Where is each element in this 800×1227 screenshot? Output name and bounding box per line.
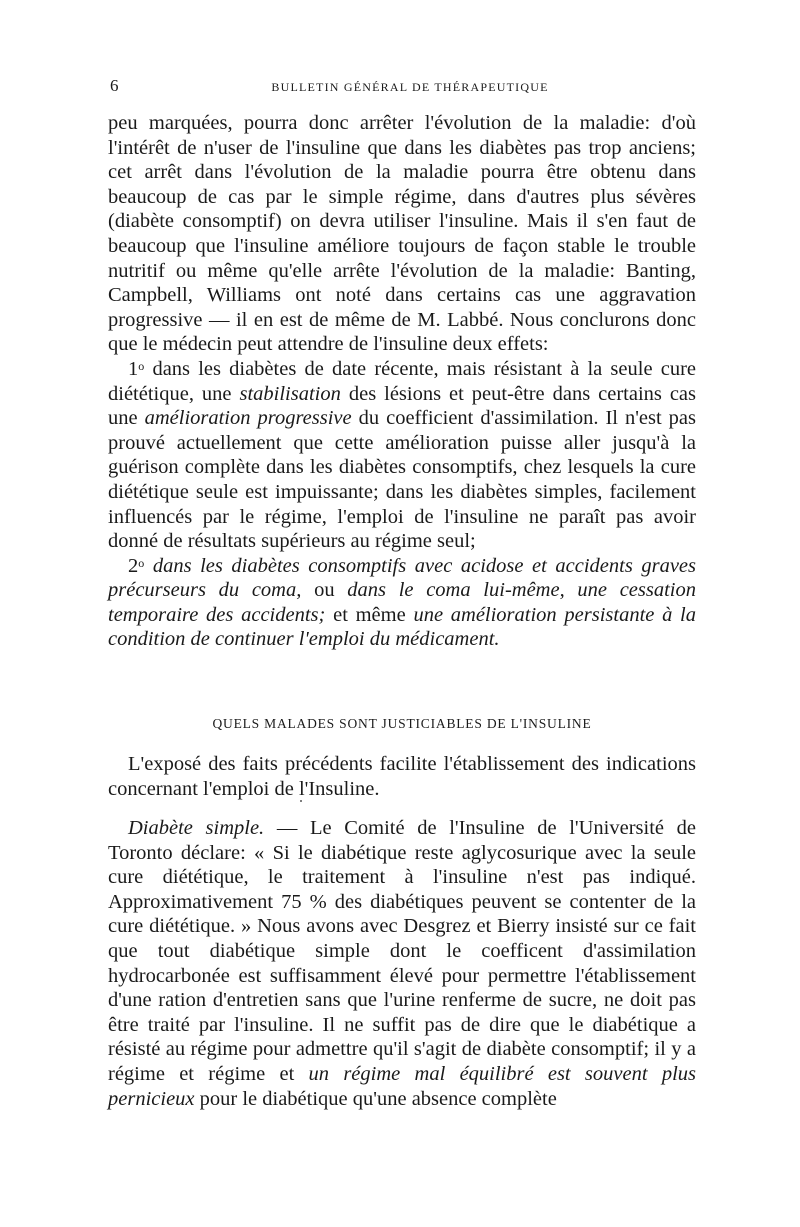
section-heading: QUELS MALADES SONT JUSTICIABLES DE L'INSULINE	[212, 716, 592, 731]
effect-1-text-a: dans les diabètes de date récente, mais résistant à la seule cure diététique, une	[108, 357, 697, 405]
effect-2-italic-c: une amélioration persistante à la condition de continuer l'emploi du médicament.	[108, 603, 697, 651]
section-intro-paragraph: L'exposé des faits précédents facilite l'établissement des indications concernant l'emploi de l'Insuline.	[108, 753, 696, 800]
effect-1-text-b: des lésions et peut-être dans certains cas une	[108, 382, 697, 430]
section-intro-block	[108, 752, 696, 801]
effect-2-text-b: et même	[333, 603, 406, 626]
paragraph-intro: peu marquées, pourra donc arrêter l'évolution de la maladie: d'où l'intérêt de n'user de l'insuline que dans les diabètes pas trop anciens; cet arrêt dans l'évolution de la maladie pourra être obtenu dans beaucoup de cas par le simple régime, dans d'autres plus sévères (diabète consomptif) on devra utiliser l'insuline. Mais il s'en faut de beaucoup que l'insuline améliore toujours de façon stable le trouble nutritif ou même qu'elle arrête l'évolution de la maladie: Banting, Campbell, Williams ont noté dans certains cas une aggravation progressive — il en est de même de M. Labbé. Nous conclurons donc que le médecin peut attendre de l'insuline deux effets:	[108, 112, 696, 356]
effect-1-ordinal: o	[138, 358, 145, 373]
effect-2-text-a: ou	[314, 579, 335, 602]
diabete-simple-text-b: pour le diabétique qu'une absence complète	[199, 1087, 557, 1110]
running-title: BULLETIN GÉNÉRAL DE THÉRAPEUTIQUE	[271, 80, 549, 94]
effect-2-number: 2	[128, 554, 139, 577]
body-text-top	[108, 111, 696, 652]
effect-2-italic-b: dans le coma lui-même, une cessation temporaire des accidents;	[108, 579, 697, 626]
diabete-simple-title: Diabète simple.	[128, 817, 265, 839]
page-number: 6	[110, 76, 119, 95]
effect-1-text-c: du coefficient d'assimilation. Il n'est pas prouvé actuellement que cette amélioration puisse aller jusqu'à la guérison complète dans les diabètes consomptifs, chez lesquels la cure diététique seule est impuissante; dans les diabètes simples, facilement influencés par le régime, l'emploi de l'insuline ne paraît pas avoir donné de résultats supérieurs au régime seul;	[108, 407, 696, 553]
effect-2-ordinal: o	[138, 555, 145, 570]
effect-1-paragraph	[108, 357, 696, 554]
diabete-simple-paragraph	[108, 816, 696, 1111]
effect-2-paragraph	[108, 554, 696, 652]
diabete-simple-italic: un régime mal équilibré est souvent plus pernicieux	[108, 1062, 696, 1110]
effect-2-italic-a: dans les diabètes consomptifs avec acidose et accidents graves précurseurs du coma,	[108, 554, 697, 602]
separator-dot	[300, 800, 302, 802]
diabete-simple-text-a: — Le Comité de l'Insuline de l'Université de Toronto déclare: « Si le diabétique reste aglycosurique avec la seule cure diététique, le traitement à l'insuline n'est pas indiqué. Approximativement 75 % des diabétiques peuvent se contenter de la cure diététique. » Nous avons avec Desgrez et Bierry insisté sur ce fait que tout diabétique simple dont le coefficent d'assimilation hydrocarbonée est suffisamment élevé pour permettre l'établissement d'une ration d'entretien sans que l'urine renferme de sucre, ne doit pas être traité par l'insuline. Il ne suffit pas de dire que le diabétique a résisté au régime pour admettre qu'il s'agit de diabète consomptif; il y a régime et régime et	[108, 817, 697, 1085]
effect-1-italic-a: stabilisation	[239, 382, 341, 405]
diabete-simple-block	[108, 816, 696, 1111]
effect-1-number: 1	[128, 357, 139, 380]
effect-1-italic-b: amélioration progressive	[144, 407, 352, 430]
